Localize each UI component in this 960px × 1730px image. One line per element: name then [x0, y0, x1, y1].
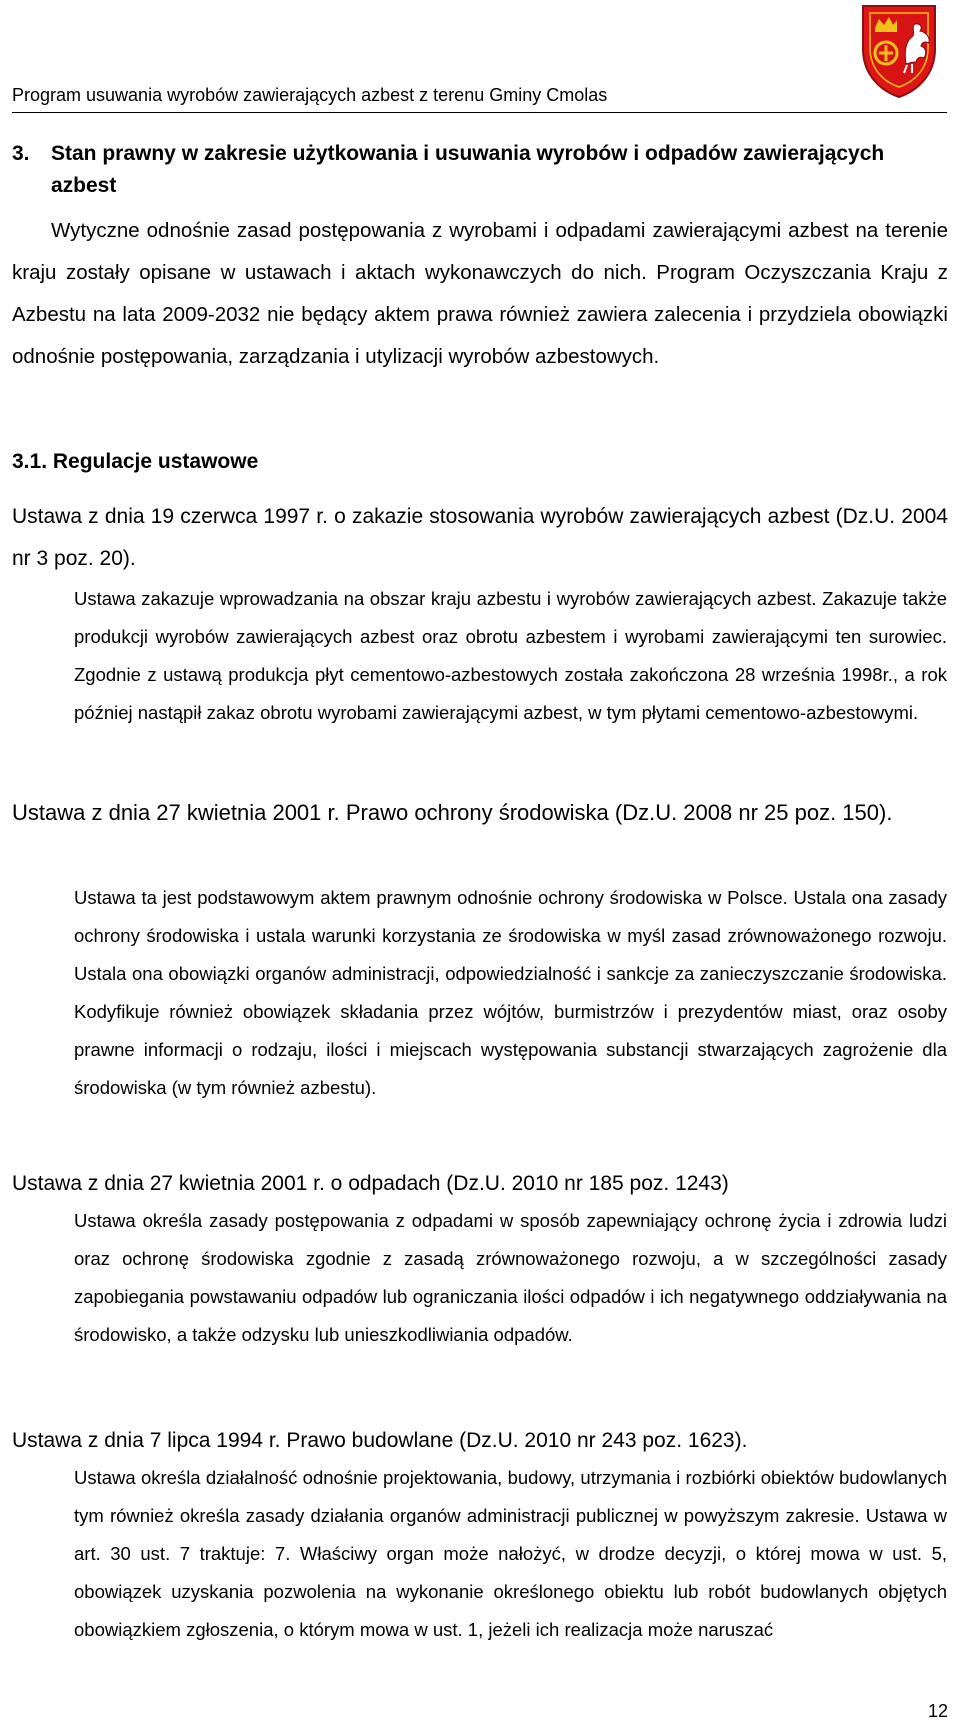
coat-of-arms-icon	[857, 1, 941, 99]
law-1-title: Ustawa z dnia 19 czerwca 1997 r. o zakazie stosowania wyrobów zawierających azbest (Dz.U. 2004 nr 3 poz. 20).	[12, 505, 948, 570]
section-3-intro: Wytyczne odnośnie zasad postępowania z wyrobami i odpadami zawierającymi azbest na terenie kraju zostały opisane w ustawach i aktach wykonawczych do nich. Program Oczyszczania Kraju z Azbestu na lata 2009-2032 nie będący aktem prawa również zawiera zalecenia i przydziela obowiązki odnośnie postępowania, zarządzania i utylizacji wyrobów azbestowych.	[12, 219, 948, 368]
law-2-title: Ustawa z dnia 27 kwietnia 2001 r. Prawo ochrony środowiska (Dz.U. 2008 nr 25 poz. 150).	[12, 800, 893, 825]
law-3-body: Ustawa określa zasady postępowania z odpadami w sposób zapewniający ochronę życia i zdrowia ludzi oraz ochronę środowiska zgodnie z zasadą zrównoważonego rozwoju, a w szczególności zasady zapobiegania powstawaniu odpadów lub ograniczania ilości odpadów i ich negatywnego oddziaływania na środowisko, a także odzysku lub unieszkodliwiania odpadów.	[74, 1210, 947, 1345]
law-1-body: Ustawa zakazuje wprowadzania na obszar kraju azbestu i wyrobów zawierających azbest. Zakazuje także produkcji wyrobów zawierających azbest oraz obrotu azbestem i wyrobami zawierającymi ten surowiec. Zgodnie z ustawą produkcja płyt cementowo-azbestowych została zakończona 28 września 1998r., a rok później nastąpił zakaz obrotu wyrobami zawierającymi azbest, w tym płytami cementowo-azbestowymi.	[74, 588, 947, 723]
subsection-3-1-title: 3.1. Regulacje ustawowe	[12, 450, 259, 473]
law-3-title: Ustawa z dnia 27 kwietnia 2001 r. o odpadach (Dz.U. 2010 nr 185 poz. 1243)	[12, 1172, 729, 1195]
law-4-title: Ustawa z dnia 7 lipca 1994 r. Prawo budowlane (Dz.U. 2010 nr 243 poz. 1623).	[12, 1429, 748, 1452]
section-number: 3.	[12, 142, 30, 165]
header-title: Program usuwania wyrobów zawierających azbest z terenu Gminy Cmolas	[12, 85, 608, 105]
page-number: 12	[927, 1701, 948, 1721]
law-2-body: Ustawa ta jest podstawowym aktem prawnym odnośnie ochrony środowiska w Polsce. Ustala ona zasady ochrony środowiska i ustala warunki korzystania ze środowiska w myśl zasad zrównoważonego rozwoju. Ustala ona obowiązki organów administracji, odpowiedzialność i sankcje za zanieczyszczanie środowiska. Kodyfikuje również obowiązek składania przez wójtów, burmistrzów i prezydentów miast, oraz osoby prawne informacji o rodzaju, ilości i miejscach występowania substancji stwarzających zagrożenie dla środowiska (w tym również azbestu).	[74, 887, 947, 1098]
header-divider	[12, 112, 947, 113]
section-3-heading	[12, 138, 948, 202]
section-title: Stan prawny w zakresie użytkowania i usuwania wyrobów i odpadów zawierających azbest	[51, 142, 885, 197]
law-4-body: Ustawa określa działalność odnośnie projektowania, budowy, utrzymania i rozbiórki obiektów budowlanych tym również określa zasady działania organów administracji publicznej w powyższym zakresie. Ustawa w art. 30 ust. 7 traktuje: 7. Właściwy organ może nałożyć, w drodze decyzji, o której mowa w ust. 5, obowiązek uzyskania pozwolenia na wykonanie określonego obiektu lub robót budowlanych objętych obowiązkiem zgłoszenia, o którym mowa w ust. 1, jeżeli ich realizacja może naruszać	[74, 1467, 947, 1640]
